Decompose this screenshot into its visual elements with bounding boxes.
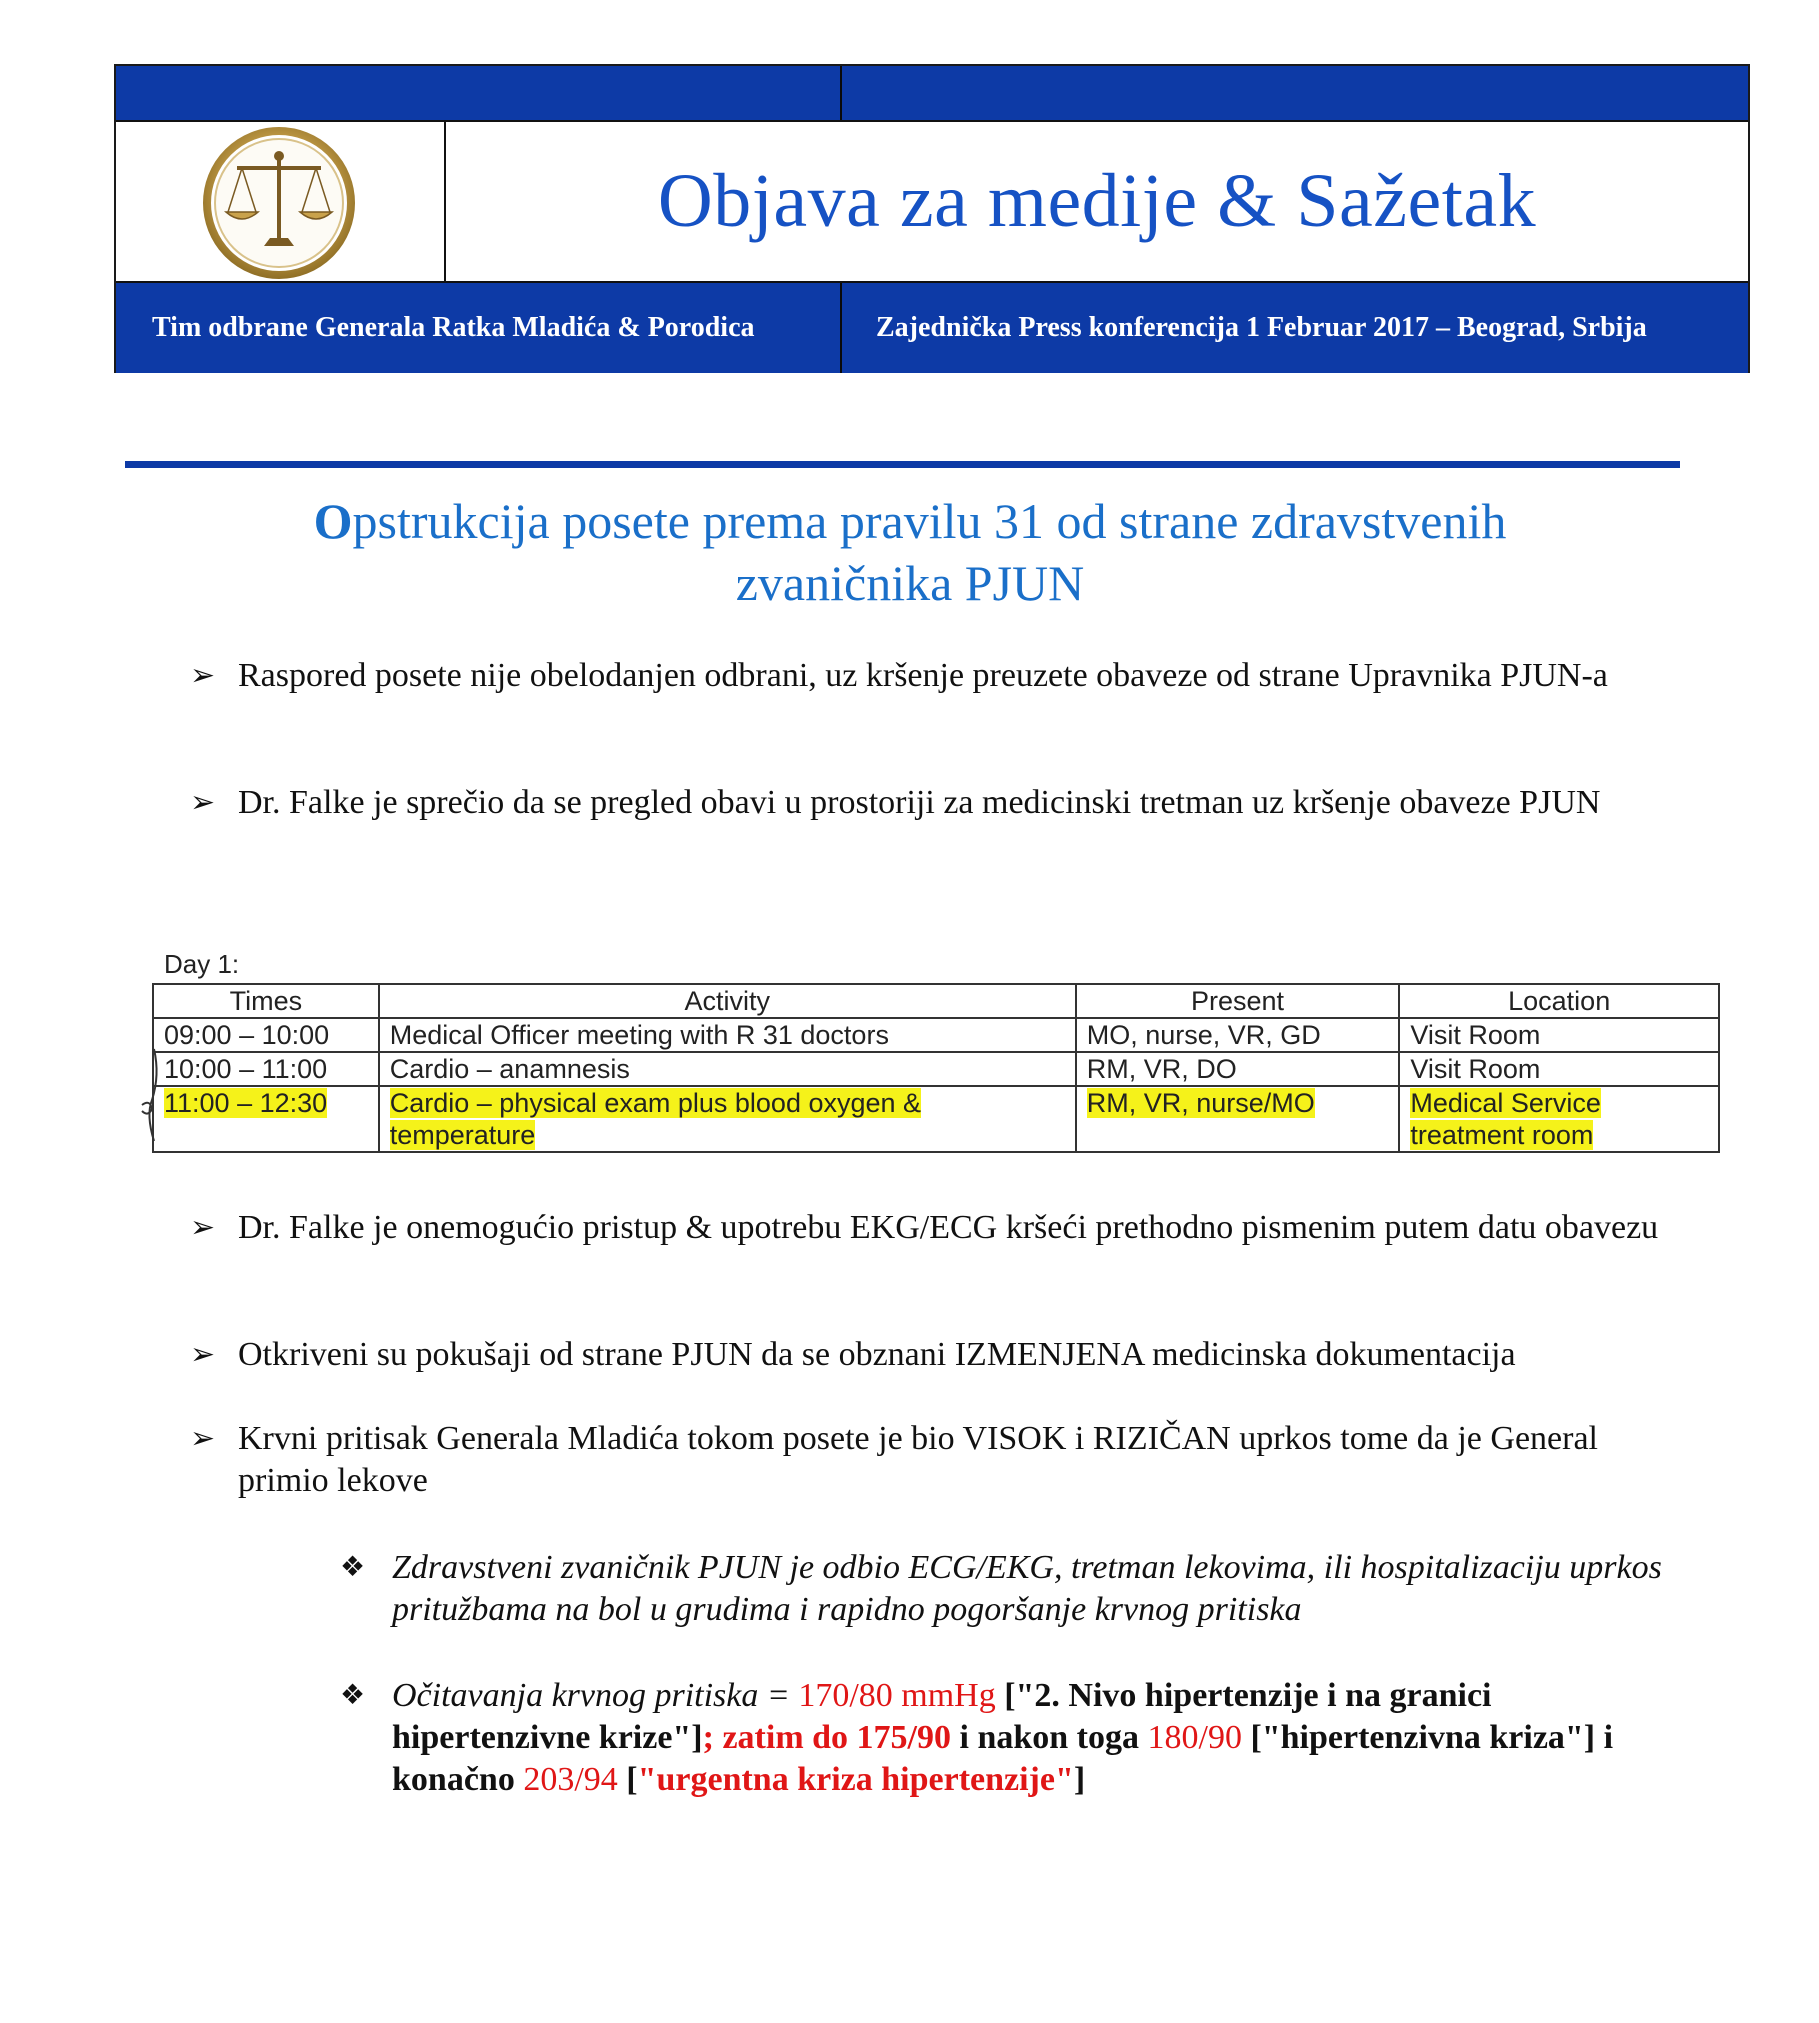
time-cell: 09:00 – 10:00 [153,1018,379,1052]
header-title-cell [446,122,1748,281]
table-header-row [153,984,1719,1018]
header-divider [840,283,842,373]
sub-bullet-item [340,1675,1680,1801]
arrow-bullet-icon: ➢ [190,1338,216,1371]
table-row [153,1052,1719,1086]
document-title: Objava za medije & Sažetak [657,159,1537,243]
column-header: Times [153,984,379,1018]
diamond-bullet-icon: ❖ [340,1680,366,1711]
highlighted-text: 11:00 – 12:30 [164,1088,328,1118]
scales-of-justice-icon [202,126,357,281]
arrow-bullet-icon: ➢ [190,786,216,819]
bullet-text: Dr. Falke je onemogućio pristup & upotrebu EKG/ECG kršeći prethodno pismenim putem datu obavezu [238,1209,1659,1246]
arrow-bullet-icon: ➢ [190,659,216,692]
readings-text: ["2. Nivo hipertenzije i na granici hipertenzivne krize"] [392,1677,1492,1756]
readings-intro: Očitavanja krvnog pritiska = [392,1677,799,1714]
header-bottom-bar [116,283,1748,373]
defense-team-label: Tim odbrane Generala Ratka Mladića & Porodica [152,312,755,343]
activity-cell [379,1086,1076,1152]
reading-value: 180/90 [1147,1719,1242,1756]
arrow-bullet-icon: ➢ [190,1211,216,1244]
press-header [114,64,1750,373]
readings-text: ["hipertenzivna kriza"] i konačno [392,1719,1614,1798]
column-header: Present [1076,984,1400,1018]
time-cell [153,1086,379,1152]
highlighted-text: RM, VR, nurse/MO [1086,1088,1315,1118]
bullet-text: Dr. Falke je sprečio da se pregled obavi u prostoriji za medicinski tretman uz kršenje obaveze PJUN [238,784,1601,821]
heading-initial: O [313,493,353,549]
highlighted-text: Medical Service [1410,1088,1601,1118]
bullet-item [190,655,1680,697]
day-label: Day 1: [164,949,240,979]
section-divider [125,461,1680,468]
bullet-text: Krvni pritisak Generala Mladića tokom posete je bio VISOK i RIZIČAN uprkos tome da je General primio lekove [238,1420,1598,1499]
readings-text: ] [1073,1761,1086,1798]
column-header: Activity [379,984,1076,1018]
bullet-item [190,1207,1680,1249]
activity-cell: Medical Officer meeting with R 31 doctors [379,1018,1076,1052]
table-row-highlighted [153,1086,1719,1152]
blood-pressure-readings [392,1675,1680,1801]
header-divider [840,66,842,120]
bullet-text: Raspored posete nije obelodanjen odbrani, uz kršenje preuzete obaveze od strane Upravnika PJUN-a [238,657,1608,694]
bullet-item [190,1418,1680,1502]
table-row [153,1018,1719,1052]
highlighted-text: temperature [389,1120,536,1150]
header-title-row [116,120,1748,283]
reading-value: 170/80 mmHg [798,1677,996,1714]
present-cell [1076,1086,1400,1152]
location-cell [1399,1086,1719,1152]
heading-line-2: zvaničnika PJUN [735,555,1085,611]
bullet-item [190,782,1680,824]
section-heading [150,490,1670,614]
time-cell: 10:00 – 11:00 [153,1052,379,1086]
column-header: Location [1399,984,1719,1018]
present-cell: RM, VR, DO [1076,1052,1400,1086]
activity-cell: Cardio – anamnesis [379,1052,1076,1086]
press-conference-label: Zajednička Press konferencija 1 Februar 2017 – Beograd, Srbija [876,312,1647,343]
present-cell: MO, nurse, VR, GD [1076,1018,1400,1052]
arrow-bullet-icon: ➢ [190,1422,216,1455]
schedule-excerpt [140,945,1720,1157]
reading-value: 203/94 [523,1761,618,1798]
location-cell: Visit Room [1399,1052,1719,1086]
location-cell: Visit Room [1399,1018,1719,1052]
schedule-table [152,983,1720,1153]
readings-text: i nakon toga [951,1719,1148,1756]
highlighted-text: treatment room [1410,1120,1594,1150]
bullet-text: Otkriveni su pokušaji od strane PJUN da se obznani IZMENJENA medicinska dokumentacija [238,1336,1516,1373]
highlighted-text: Cardio – physical exam plus blood oxygen & [389,1088,922,1118]
diamond-bullet-icon: ❖ [340,1552,366,1583]
readings-text: [ [617,1761,638,1798]
header-top-bar [116,66,1748,120]
logo-cell [116,122,446,281]
heading-line-1: pstrukcija posete prema pravilu 31 od strane zdravstvenih [352,493,1507,549]
reading-value: ; zatim do 175/90 [702,1719,951,1756]
sub-bullet-text: Zdravstveni zvaničnik PJUN je odbio ECG/EKG, tretman lekovima, ili hospitalizaciju uprkos pritužbama na bol u grudima i rapidno pogoršanje krvnog pritiska [392,1549,1662,1628]
bullet-item [190,1334,1680,1376]
sub-bullet-item [340,1547,1680,1631]
reading-value: "urgentna kriza hipertenzije" [637,1761,1074,1798]
